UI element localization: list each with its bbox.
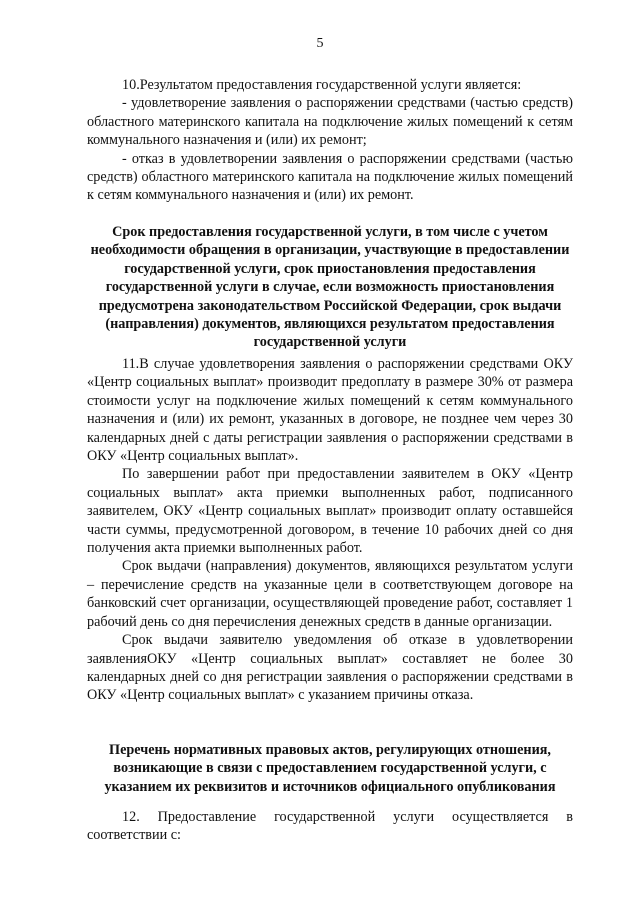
- section-11-paragraph-1: 11.В случае удовлетворения заявления о распоряжении средствами ОКУ «Центр социальных выплат» производит предоплату в размере 30% от размера стоимости услуг на подключение жилых помещений к сетям коммунального назначения и (или) их ремонт, указанных в договоре, не позднее чем через 30 календарных дней с даты регистрации заявления о распоряжении средствами в ОКУ «Центр социальных выплат».: [87, 356, 573, 465]
- section-12-paragraph-1: 12. Предоставление государственной услуги осуществляется в соответствии с:: [87, 809, 573, 844]
- heading-service-term-text: Срок предоставления государственной услуги, в том числе с учетом необходимости обращения в организации, участвующие в предоставлении государственной услуги, срок приостановления предоставления государственной услуги в случае, если возможность приостановления предусмотрена законодательством Российской Федерации, срок выдачи (направления) документов, являющихся результатом предоставления государственной услуги: [90, 224, 570, 351]
- section-10-item-1: - удовлетворение заявления о распоряжении средствами (частью средств) областного материнского капитала на подключение жилых помещений к сетям коммунального назначения и (или) их ремонт;: [87, 95, 573, 149]
- section-11: [87, 355, 573, 705]
- section-11-paragraph-2: По завершении работ при предоставлении заявителем в ОКУ «Центр социальных выплат» акта приемки выполненных работ, подписанного заявителем, ОКУ «Центр социальных выплат» производит оплату оставшейся части суммы, предусмотренной договором, в течение 10 рабочих дней со дня получения акта приемки выполненных работ.: [87, 466, 573, 557]
- section-10: [87, 76, 573, 205]
- section-12: [87, 808, 573, 845]
- section-11-paragraph-4: Срок выдачи заявителю уведомления об отказе в удовлетворении заявленияОКУ «Центр социальных выплат» составляет не более 30 календарных дней со дня регистрации заявления о распоряжении средствами в ОКУ «Центр социальных выплат» с указанием причины отказа.: [87, 632, 573, 704]
- heading-legal-acts-text: Перечень нормативных правовых актов, регулирующих отношения, возникающие в связи с предоставлением государственной услуги, с указанием их реквизитов и источников официального опубликования: [104, 742, 556, 795]
- heading-legal-acts: [87, 741, 573, 796]
- section-11-paragraph-3: Срок выдачи (направления) документов, являющихся результатом услуги – перечисление средств на указанные цели в соответствующем договоре на банковский счет организации, осуществляющей проведение работ, составляет 1 рабочий день со дня перечисления денежных средств в данные организации.: [87, 558, 573, 630]
- section-10-item-2: - отказ в удовлетворении заявления о распоряжении средствами (частью средств) областного материнского капитала на подключение жилых помещений к сетям коммунального назначения и (или) их ремонт.: [87, 150, 573, 204]
- section-10-intro: 10.Результатом предоставления государственной услуги является:: [122, 77, 522, 93]
- heading-service-term: [87, 223, 573, 352]
- page-number: 5: [316, 36, 324, 51]
